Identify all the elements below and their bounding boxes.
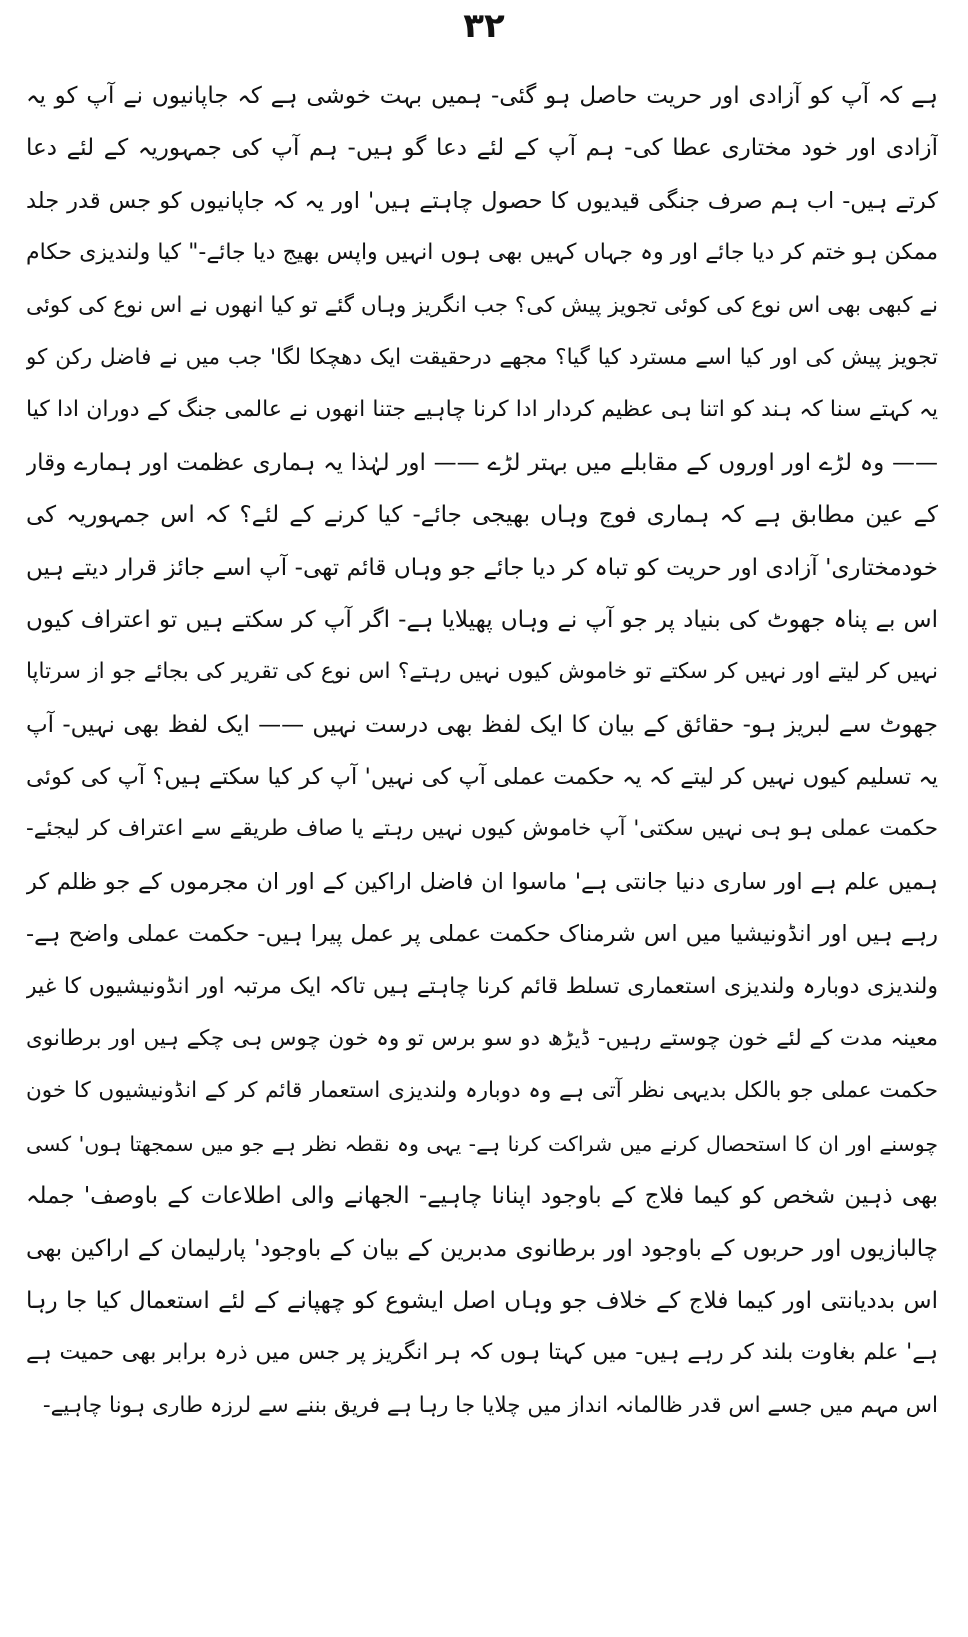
text-line: یہ کہتے سنا کہ ہند کو اتنا ہی عظیم کردار ادا کرنا چاہیے جتنا انھوں نے عالمی جنگ کے دوران ادا کیا <box>26 397 938 423</box>
text-line: کرتے ہیں- اب ہم صرف جنگی قیدیوں کا حصول چاہتے ہیں' اور یہ کہ جاپانیوں کو جس قدر جلد <box>26 187 938 214</box>
text-line: کے عین مطابق ہے کہ ہماری فوج وہاں بھیجی جائے- کیا کرنے کے لئے؟ کہ اس جمہوریہ کی <box>26 502 938 529</box>
text-line: نہیں کر لیتے اور نہیں کر سکتے تو خاموش کیوں نہیں رہتے؟ اس نوع کی تقریر کی بجائے جو از سرتاپا <box>26 659 938 685</box>
text-line: ہے' علم بغاوت بلند کر رہے ہیں- میں کہتا ہوں کہ ہر انگریز پر جس میں ذرہ برابر بھی حمیت ہے <box>26 1340 938 1366</box>
text-line: حکمت عملی جو بالکل بدیہی نظر آتی ہے وہ دوبارہ ولندیزی استعمار قائم کر کے انڈونیشیوں کا خون <box>26 1078 938 1104</box>
text-line: ہے کہ آپ کو آزادی اور حریت حاصل ہو گئی- ہمیں بہت خوشی ہے کہ جاپانیوں نے آپ کو یہ <box>26 83 938 109</box>
text-line: جھوٹ سے لبریز ہو- حقائق کے بیان کا ایک لفظ بھی درست نہیں —— ایک لفظ بھی نہیں- آپ <box>26 711 938 738</box>
text-line: نے کبھی بھی اس نوع کی کوئی تجویز پیش کی؟ جب انگریز وہاں گئے تو کیا انھوں نے اس نوع کی کوئی <box>26 292 938 318</box>
text-line: چوسنے اور ان کا استحصال کرنے میں شراکت کرنا ہے- یہی وہ نقطہ نظر ہے جو میں سمجھتا ہوں' کسی <box>26 1131 938 1156</box>
body-text <box>26 70 938 1432</box>
text-line: چالبازیوں اور حربوں کے باوجود اور برطانوی مدبرین کے بیان کے باوجود' پارلیمان کے اراکین بھی <box>26 1235 938 1262</box>
text-line: ہمیں علم ہے اور ساری دنیا جانتی ہے' ماسوا ان فاضل اراکین کے اور ان مجرموں کے جو ظلم کر <box>26 868 938 895</box>
text-line: بھی ذہین شخص کو کیما فلاج کے باوجود اپنانا چاہیے- الجھانے والی اطلاعات کے باوصف' جملہ <box>26 1183 938 1210</box>
page-number: ۳۲ <box>463 6 505 46</box>
text-line: اس بے پناہ جھوٹ کی بنیاد پر جو آپ نے وہاں پھیلایا ہے- اگر آپ کر سکتے ہیں تو اعتراف کیوں <box>26 606 938 633</box>
text-line: —— وہ لڑے اور اوروں کے مقابلے میں بہتر لڑے —— اور لہٰذا یہ ہماری عظمت اور ہمارے وقار <box>26 449 938 476</box>
text-line: آزادی اور خود مختاری عطا کی- ہم آپ کے لئے دعا گو ہیں- ہم آپ کی جمہوریہ کے لئے دعا <box>26 135 938 162</box>
text-line: ممکن ہو ختم کر دیا جائے اور وہ جہاں کہیں بھی ہوں انہیں واپس بھیج دیا جائے-" کیا ولندیزی حکام <box>26 240 938 266</box>
text-line: ولندیزی دوبارہ ولندیزی استعماری تسلط قائم کرنا چاہتے ہیں تاکہ ایک مرتبہ اور انڈونیشیوں کا غیر <box>26 973 938 999</box>
text-line: معینہ مدت کے لئے خون چوستے رہیں- ڈیڑھ دو سو برس تو وہ خون چوس ہی چکے ہیں اور برطانوی <box>26 1026 938 1052</box>
text-line: تجویز پیش کی اور کیا اسے مسترد کیا گیا؟ مجھے درحقیقت ایک دھچکا لگا' جب میں نے فاضل رکن کو <box>26 344 938 370</box>
text-line: اس مہم میں جسے اس قدر ظالمانہ انداز میں چلایا جا رہا ہے فریق بننے سے لرزہ طاری ہونا چاہیے- <box>42 1392 938 1418</box>
text-line: رہے ہیں اور انڈونیشیا میں اس شرمناک حکمت عملی پر عمل پیرا ہیں- حکمت عملی واضح ہے- <box>26 921 938 948</box>
text-line: یہ تسلیم کیوں نہیں کر لیتے کہ یہ حکمت عملی آپ کی نہیں' آپ کر کیا سکتے ہیں؟ آپ کی کوئی <box>26 764 938 791</box>
text-line: خودمختاری' آزادی اور حریت کو تباہ کر دیا جائے جو وہاں قائم تھی- آپ اسے جائز قرار دیتے ہیں <box>26 554 938 581</box>
text-line: اس بددیانتی اور کیما فلاج کے خلاف جو وہاں اصل ایشوع کو چھپانے کے لئے استعمال کیا جا رہا <box>26 1287 938 1314</box>
text-line: حکمت عملی ہو ہی نہیں سکتی' آپ خاموش کیوں نہیں رہتے یا صاف طریقے سے اعتراف کر لیجئے- <box>26 816 938 842</box>
